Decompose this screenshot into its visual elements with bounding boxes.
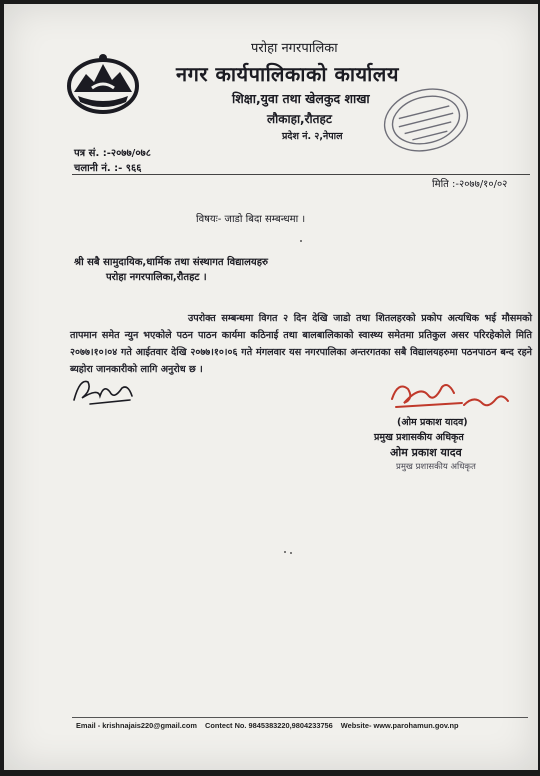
footer-email: Email - krishnajais220@gmail.com: [76, 721, 197, 730]
footer: [76, 721, 459, 730]
letter-number: पत्र सं. :-२०७७/०७८: [74, 148, 151, 159]
office-stamp-icon: [380, 82, 472, 158]
title-stamp: प्रमुख प्रशासकीय अधिकृत: [396, 462, 476, 472]
name-stamp: ओम प्रकाश यादव: [390, 446, 462, 459]
letter-date: मिति :-२०७७/१०/०२: [432, 179, 508, 190]
subject-line: विषयः- जाडो बिदा सम्बन्धमा ।: [196, 214, 306, 225]
paper-speck: [284, 551, 286, 553]
footer-divider: [72, 717, 528, 718]
branch-name: शिक्षा,युवा तथा खेलकुद शाखा: [232, 91, 370, 106]
footer-website: Website- www.parohamun.gov.np: [340, 721, 459, 730]
dispatch-number: चलानी नं. :- ९६६: [74, 163, 142, 174]
letter-page: [4, 4, 538, 770]
nepal-emblem-icon: [66, 52, 140, 114]
office-address: लौकाहा,रौतहट: [267, 112, 332, 126]
signatory-name: (ओम प्रकाश यादव): [397, 417, 468, 428]
paper-speck: [300, 240, 302, 242]
office-title: नगर कार्यपालिकाको कार्यालय: [176, 62, 399, 86]
footer-contact: Contect No. 9845383220,9804233756: [205, 721, 333, 730]
recipient-line-2: परोहा नगरपालिका,रौतहट ।: [106, 272, 207, 283]
signatory-title: प्रमुख प्रशासकीय अधिकृत: [374, 432, 464, 443]
paper-speck: [290, 552, 292, 554]
officer-signature-icon: [384, 377, 514, 417]
letter-body: उपरोक्त सम्बन्धमा विगत २ दिन देखि जाडो तथा शितलहरको प्रकोप अत्यधिक भई मौसमको तापमान समेत न्युन भएकोले पठन पाठन कार्यमा कठिनाई तथा बालबालिकाको स्वास्थ्य समेतमा प्रतिकुल असर परिरहेकोले मिति २०७७।१०।०४ गते आईतवार देखि २०७७।१०।०६ गते मंगलवार यस नगरपालिका अन्तरगतका सबै विद्यालयहरुमा पठनपाठन बन्द रहने ब्यहोरा जानकारीको लागि अनुरोध छ ।: [70, 313, 532, 375]
recipient-line-1: श्री सबै सामुदायिक,धार्मिक तथा संस्थागत विद्यालयहरु: [74, 257, 268, 268]
municipality-name: परोहा नगरपालिका: [251, 41, 338, 56]
header-divider: [72, 174, 530, 175]
initials-signature-icon: [70, 370, 138, 410]
province-line: प्रदेश नं. २,नेपाल: [282, 131, 343, 142]
